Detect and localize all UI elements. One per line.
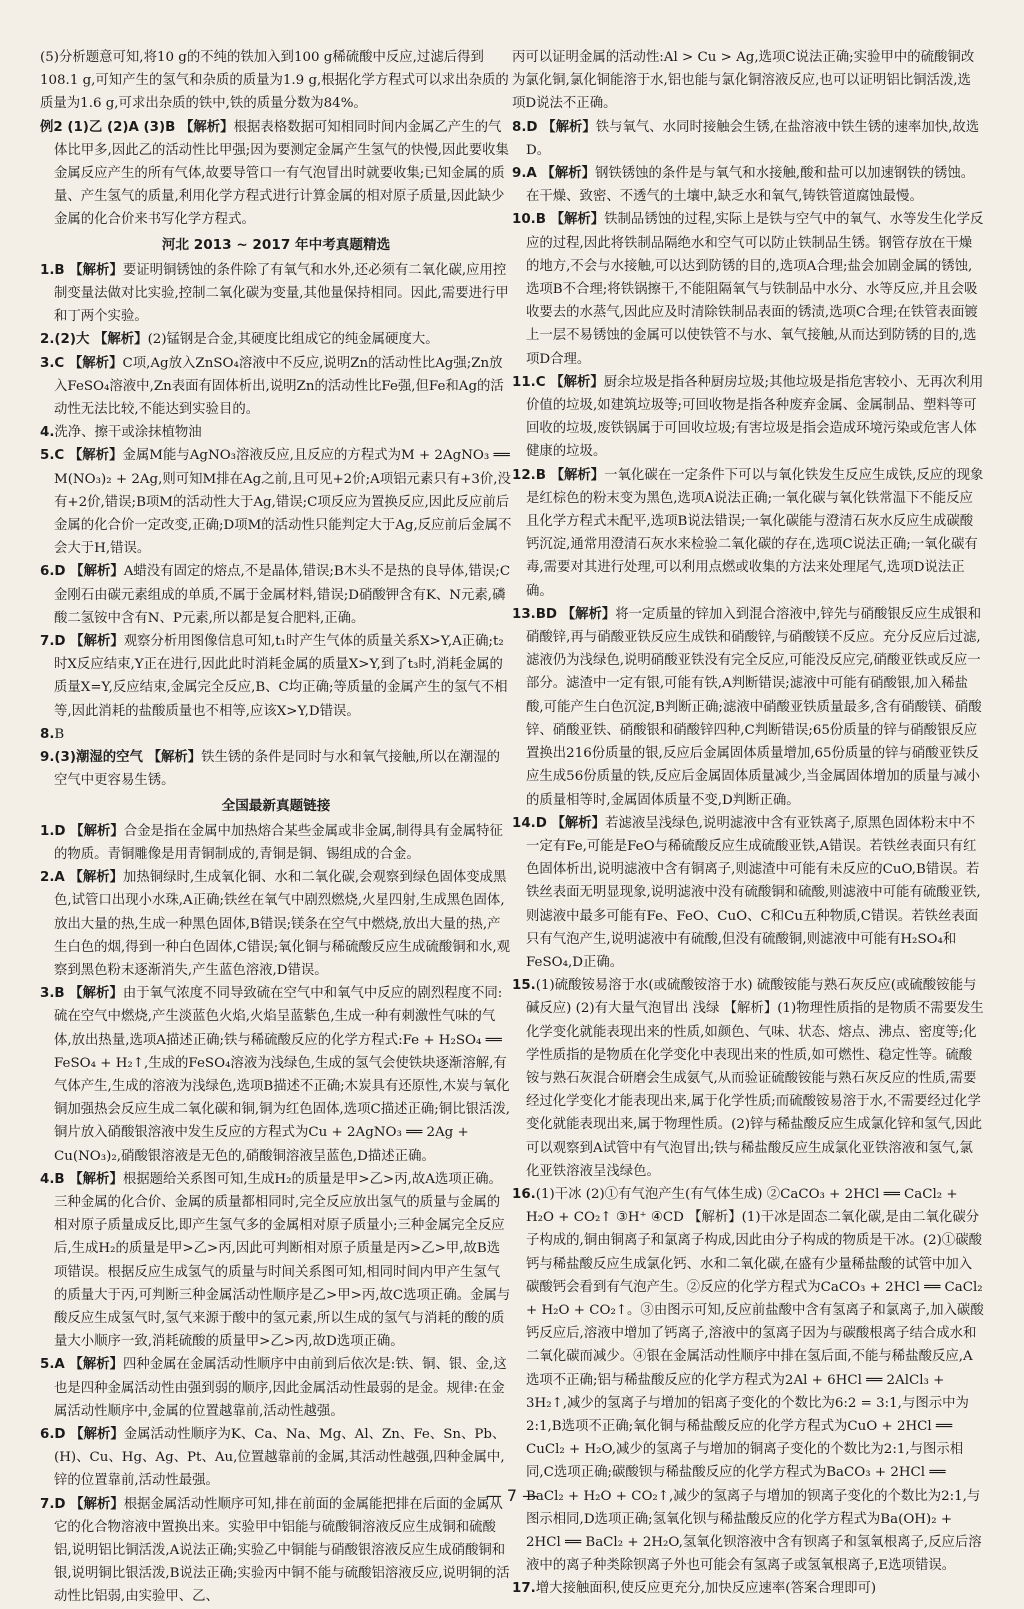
answer-text: 一氧化碳在一定条件下可以与氧化铁发生反应生成铁,反应的现象是红棕色的粉末变为黑色,选项A说法正确;一氧化碳与氧化铁常温下不能反应且化学方程式未配平,选项B说法错误;一氧化碳能与澄清石灰水反应生成碳酸钙沉淀,通常用澄清石灰水来检验二氧化碳的存在,选项C说法正确;一氧化碳有毒,需要对其进行处理,可以利用点燃或收集的方法来处理尾气,选项D说法正确。 <box>526 467 984 599</box>
answer-text: 根据题给关系图可知,生成H₂的质量是甲>乙>丙,故A选项正确。三种金属的化合价、金属的质量都相同时,完全反应放出氢气的质量与金属的相对原子质量成反比,即产生氢气多的金属相对原子质量小;三种金属完全反应后,生成H₂的质量是甲>乙>丙,因此可判断相对原子质量是丙>乙>甲,故B选项错误。根据反应生成氢气的质量与时间关系图可知,相同时间内甲产生氢气的质量大于丙,可判断三种金属活动性顺序是乙>甲>丙,故C选项正确。金属与酸反应生成氢气时,氢气来源于酸中的氢元素,所以生成的氢气与消耗的酸的质量大小顺序一致,消耗硫酸的质量甲>乙>丙,故D选项正确。 <box>54 1171 511 1350</box>
answer-label: 例2 (1)乙 (2)A (3)B 【解析】 <box>40 119 234 135</box>
answer-text: 厨余垃圾是指各种厨房垃圾;其他垃圾是指危害较小、无再次利用价值的垃圾,如建筑垃圾等;可回收物是指各种废弃金属、金属制品、塑料等可回收的垃圾,废铁锅属于可回收垃圾;有害垃圾是指会造成环境污染或危害人体健康的垃圾。 <box>526 374 984 460</box>
answer-text: 观察分析用图像信息可知,t₁时产生气体的质量关系X>Y,A正确;t₂时X反应结束,Y正在进行,因此此时消耗金属的质量X>Y,到了t₃时,消耗金属的质量X=Y,反应结束,金属完全反应,B、C均正确;等质量的金属产生的氢气不相等,因此消耗的盐酸质量也不相等,应该X>Y,D错误。 <box>54 634 508 719</box>
answer-text: 加热铜绿时,生成氧化铜、水和二氧化碳,会观察到绿色固体变成黑色,试管口出现小水珠,A正确;铁丝在氧气中剧烈燃烧,火星四射,生成黑色固体,放出大量的热,生成一种黑色固体,B错误;镁条在空气中燃烧,放出大量的热,产生白色的烟,得到一种白色固体,C错误;氧化铜与稀硫酸反应生成硫酸铜和水,观察到黑色粉末逐渐消失,产生蓝色溶液,D错误。 <box>54 870 511 978</box>
answer-text: 增大接触面积,使反应更充分,加快反应速率(答案合理即可) <box>535 1581 877 1597</box>
right-column <box>512 46 984 1597</box>
answer-text: 四种金属在金属活动性顺序中由前到后依次是:铁、铜、银、金,这也是四种金属活动性由强到弱的顺序,因此金属活动性最弱的是金。规律:在金属活动性顺序中,金属的位置越靠前,活动性越强。 <box>54 1357 507 1419</box>
answer-item <box>40 1353 512 1423</box>
answer-text: 铁制品锈蚀的过程,实际上是铁与空气中的氧气、水等发生化学反应的过程,因此将铁制品隔绝水和空气可以防止铁制品生锈。钢管存放在干燥的地方,不会与水接触,可以达到防锈的目的,选项A合理;盐会加剧金属的锈蚀,选项B不合理;将铁锅擦干,不能阻隔氧气与铁制品中水分、水等反应,并且会吸收要去的水蒸气,因此应及时清除铁制品表面的锈渍,选项C合理;在铁管表面镀上一层不易锈蚀的金属可以使铁管不与水、氧气接触,从而达到防锈的目的,选项D合理。 <box>526 212 984 367</box>
answer-text: 将一定质量的锌加入到混合溶液中,锌先与硝酸银反应生成银和硝酸锌,再与硝酸亚铁反应生成铁和硝酸锌,与硝酸镁不反应。充分反应后过滤,滤液仍为浅绿色,说明硝酸亚铁没有完全反应,可能没反应完,硝酸亚铁或反应一部分。滤渣中一定有银,可能有铁,A判断错误;滤液中可能有硝酸银,加入稀盐酸,可能产生白色沉淀,B判断正确;滤液中硝酸亚铁质量最多,含有硝酸镁、硝酸锌、硝酸亚铁、硝酸银和硝酸锌四种,C判断错误;65份质量的锌与硝酸银反应置换出216份质量的银,反应后金属固体质量增加,65份质量的锌与硝酸亚铁反应生成56份质量的铁,反应后金属固体质量减少,当金属固体增加的质量与减小的质量相等时,金属固体质量不变,D判断正确。 <box>526 606 982 808</box>
answer-label: 7.D 【解析】 <box>40 1496 124 1512</box>
answer-text: 由于氧气浓度不同导致硫在空气中和氧气中反应的剧烈程度不同:硫在空气中燃烧,产生淡蓝色火焰,火焰呈蓝紫色,生成一种有刺激性气味的气体,放出热量,选项A描述正确;铁与稀硫酸反应的化学方程式:Fe + H₂SO₄ ══ FeSO₄ + H₂↑,生成的FeSO₄溶液为浅绿色,生成的氢气会使铁块逐渐溶解,有气体产生,生成的溶液为浅绿色,选项B描述不正确;木炭具有还原性,木炭与氧化铜加强热会反应生成二氧化碳和铜,铜为红色固体,选项C描述正确;铜比银活泼,铜片放入硝酸银溶液中发生反应的方程式为Cu + 2AgNO₃ ══ 2Ag + Cu(NO₃)₂,硝酸银溶液是无色的,硝酸铜溶液呈蓝色,D描述正确。 <box>54 986 511 1164</box>
answer-text: 丙可以证明金属的活动性:Al > Cu > Ag,选项C说法正确;实验甲中的硫酸铜改为氯化铜,氯化铜能溶于水,铝也能与氯化铜溶液反应,也可以证明铝比铜活泼,选项D说法不正确。 <box>512 50 975 112</box>
answer-label: 1.D 【解析】 <box>40 823 124 839</box>
answer-item <box>40 982 512 1168</box>
answer-label: 7.D 【解析】 <box>40 634 124 650</box>
answer-item <box>40 723 512 746</box>
answer-label: 4.B 【解析】 <box>40 1171 123 1187</box>
answer-text: 钢铁锈蚀的条件是与氧气和水接触,酸和盐可以加速钢铁的锈蚀。在干燥、致密、不透气的土壤中,缺乏水和氧气,铸铁管道腐蚀最慢。 <box>526 166 975 205</box>
answer-item <box>40 1168 512 1354</box>
answer-item <box>40 328 512 351</box>
answer-label: 15. <box>512 978 536 994</box>
answer-label: 2.(2)大 【解析】 <box>40 332 148 348</box>
section-title: 全国最新真题链接 <box>221 797 331 814</box>
answer-text: 根据表格数据可知相同时间内金属乙产生的气体比甲多,因此乙的活动性比甲强;因为要测定金属产生氢气的快慢,因此要收集金属反应产生的所有气体,故要导管口一有气泡冒出时就要收集;已知金属的质量、产生氢气的质量,利用化学方程式进行计算金属的相对原子质量,因此缺少金属的化合价来书写化学方程式。 <box>54 119 509 228</box>
answer-text: 铁与氧气、水同时接触会生锈,在盐溶液中铁生锈的速率加快,故选D。 <box>526 119 980 158</box>
answer-text: 若滤液呈浅绿色,说明滤液中含有亚铁离子,原黑色固体粉末中不一定有Fe,可能是FeO与稀硫酸反应生成硫酸亚铁,A错误。若铁丝表面只有红色固体析出,说明滤液中含有铜离子,则滤渣中可能有未反应的CuO,B错误。若铁丝表面无明显现象,说明滤液中没有硫酸铜和硫酸,则滤液中可能有硫酸亚铁,则滤液中最多可能有Fe、FeO、CuO、C和Cu五种物质,C错误。若铁丝表面只有气泡产生,说明滤液中有硫酸,但没有硫酸铜,则滤液中可能有H₂SO₄和FeSO₄,D正确。 <box>526 815 981 970</box>
answer-item <box>40 820 512 866</box>
section-title: 河北 2013 ~ 2017 年中考真题精选 <box>161 236 391 253</box>
answer-item <box>512 208 984 370</box>
answer-item <box>40 630 512 723</box>
answer-text: 合金是指在金属中加热熔合某些金属或非金属,制得具有金属特征的物质。青铜雕像是用青铜制成的,青铜是铜、锡组成的合金。 <box>54 823 503 862</box>
answer-label: 5.A 【解析】 <box>40 1357 123 1373</box>
answer-item <box>40 259 512 329</box>
answer-item <box>40 116 512 232</box>
answer-label: 14.D 【解析】 <box>512 815 606 831</box>
answer-label: 2.A 【解析】 <box>40 870 123 886</box>
answer-item <box>40 866 512 982</box>
answer-text: 根据金属活动性顺序可知,排在前面的金属能把排在后面的金属从它的化合物溶液中置换出来。实验甲中铝能与硫酸铜溶液反应生成铜和硫酸铝,说明铝比铜活泼,A说法正确;实验乙中铜能与硝酸银溶液反应生成硝酸铜和银,说明铜比银活泼,B说法正确;实验丙中铜不能与硫酸铝溶液反应,说明铜的活动性比铝弱,由实验甲、乙、 <box>54 1496 510 1605</box>
answer-label: 11.C 【解析】 <box>512 374 604 390</box>
page-number: — 7 — <box>485 1486 539 1505</box>
answer-label: 9.A 【解析】 <box>512 166 595 182</box>
answer-text: B <box>54 726 65 742</box>
answer-text: 金属活动性顺序为K、Ca、Na、Mg、Al、Zn、Fe、Sn、Pb、(H)、Cu、Hg、Ag、Pt、Au,位置越靠前的金属,其活动性越强,四种金属中,锌的位置靠前,活动性最强。 <box>54 1426 506 1489</box>
answer-text: (2)锰钢是合金,其硬度比组成它的纯金属硬度大。 <box>147 332 439 348</box>
answer-item <box>512 974 984 1183</box>
answer-label: 17. <box>512 1581 536 1597</box>
answer-label: 13.BD 【解析】 <box>512 606 616 622</box>
answer-label: 5.C 【解析】 <box>40 448 123 464</box>
answer-item <box>40 1493 512 1609</box>
answer-text: C项,Ag放入ZnSO₄溶液中不反应,说明Zn的活动性比Ag强;Zn放入FeSO₄溶液中,Zn表面有固体析出,说明Zn的活动性比Fe强,但Fe和Ag的活动性无法比较,不能达到实验目的。 <box>54 355 504 418</box>
answer-item <box>40 46 512 116</box>
answer-text: (1)干冰 (2)①有气泡产生(有气体生成) ②CaCO₃ + 2HCl ══ CaCl₂ + H₂O + CO₂↑ ③H⁺ ④CD 【解析】(1)干冰是固态二氧化碳,是由二氧化碳分子构成的,铜由铜离子和氯离子构成,因此由分子构成的物质是干冰。(2)①碳酸钙与稀盐酸反应生成氯化钙、水和二氧化碳,在盛有少量稀盐酸的试管中加入碳酸钙会看到有气泡产生。②反应的化学方程式为CaCO₃ + 2HCl ══ CaCl₂ + H₂O + CO₂↑。③由图示可知,反应前盐酸中含有氢离子和氯离子,加入碳酸钙反应后,溶液中增加了钙离子,溶液中的氢离子因为与碳酸根离子结合成水和二氧化碳而减少。④银在金属活动性顺序中排在氢后面,不能与稀盐酸反应,A选项不正确;铝与稀盐酸反应的化学方程式为2Al + 6HCl ══ 2AlCl₃ + 3H₂↑,减少的氢离子与增加的铝离子变化的个数比为6:2 = 3:1,与图示中为2:1,B选项不正确;氧化铜与稀盐酸反应的化学方程式为CuO + 2HCl ══ CuCl₂ + H₂O,减少的氢离子与增加的铜离子变化的个数比为2:1,与图示相同,C选项正确;碳酸钡与稀盐酸反应的化学方程式为BaCO₃ + 2HCl ══ BaCl₂ + H₂O + CO₂↑,减少的氢离子与增加的钡离子变化的个数比为2:1,与图示相同,D选项正确;氢氧化钡与稀盐酸反应的化学方程式为Ba(OH)₂ + 2HCl ══ BaCl₂ + 2H₂O,氢氧化钡溶液中含有钡离子和氢氧根离子,反应后溶液中的离子种类除钡离子外也可能会有氢离子或氢氧根离子,E选项错误。 <box>526 1186 984 1574</box>
answer-item <box>40 421 512 444</box>
answer-item <box>512 1577 984 1600</box>
answer-text: 洗净、擦干或涂抹植物油 <box>54 425 202 441</box>
answer-label: 8. <box>40 726 55 742</box>
answer-text: 金属M能与AgNO₃溶液反应,且反应的方程式为M + 2AgNO₃ ══ M(NO₃)₂ + 2Ag,则可知M排在Ag之前,且可见+2价;A项铝元素只有+3价,没有+2价,错误;B项M的活动性大于Ag,错误;C项反应为置换反应,因此反应前后金属的化合价一定改变,正确;D项M的活动性只能判定大于Ag,反应前后金属不会大于H,错误。 <box>54 448 512 557</box>
answer-label: 6.D 【解析】 <box>40 564 124 580</box>
answer-label: 16. <box>512 1186 536 1202</box>
answer-item <box>512 371 984 464</box>
answer-label: 1.B 【解析】 <box>40 262 123 278</box>
answer-label: 4. <box>40 425 55 441</box>
answer-item <box>512 812 984 974</box>
answer-text: 铁生锈的条件是同时与水和氧气接触,所以在潮湿的空气中更容易生锈。 <box>54 750 500 789</box>
answer-item <box>512 603 984 812</box>
left-column <box>40 46 512 1605</box>
answer-item <box>512 162 984 208</box>
answer-label: 8.D 【解析】 <box>512 119 596 135</box>
answer-item <box>512 116 984 162</box>
answer-item <box>40 444 512 560</box>
answer-item <box>512 1183 984 1577</box>
answer-item <box>40 746 512 792</box>
answer-text: (1)硫酸铵易溶于水(或硫酸铵溶于水) 硫酸铵能与熟石灰反应(或硫酸铵能与碱反应) (2)有大量气泡冒出 浅绿 【解析】(1)物理性质指的是物质不需要发生化学变化就能表现出来的性质,如颜色、气味、状态、熔点、沸点、密度等;化学性质指的是物质在化学变化中表现出来的性质,如可燃性、稳定性等。硫酸铵与熟石灰混合研磨会生成氨气,从而验证硫酸铵能与熟石灰反应的性质,需要经过化学变化才能表现出来,属于化学性质;而硫酸铵易溶于水,不需要经过化学变化就能表现出来,属于物理性质。(2)锌与稀盐酸反应生成氯化锌和氢气,因此可以观察到A试管中有气泡冒出;铁与稀盐酸反应生成氯化亚铁溶液和氢气,氯化亚铁溶液呈浅绿色。 <box>526 978 984 1179</box>
answer-label: 12.B 【解析】 <box>512 467 605 483</box>
answer-item <box>40 1423 512 1493</box>
answer-label: 10.B 【解析】 <box>512 212 605 228</box>
answer-item <box>512 46 984 116</box>
answer-label: 6.D 【解析】 <box>40 1426 124 1442</box>
answer-text: (5)分析题意可知,将10 g的不纯的铁加入到100 g稀硫酸中反应,过滤后得到108.1 g,可知产生的氢气和杂质的质量为1.9 g,根据化学方程式可以求出杂质的质量为1.6 g,可求出杂质的铁中,铁的质量分数为84%。 <box>40 50 509 112</box>
answer-label: 3.B 【解析】 <box>40 986 123 1002</box>
answer-text: 要证明铜锈蚀的条件除了有氧气和水外,还必须有二氧化碳,应用控制变量法做对比实验,控制二氧化碳为变量,其他量保持相同。因此,需要进行甲和丁两个实验。 <box>54 262 509 325</box>
answer-item <box>40 352 512 422</box>
answer-item <box>40 560 512 630</box>
answer-label: 3.C 【解析】 <box>40 355 123 371</box>
answer-text: A蜡没有固定的熔点,不是晶体,错误;B木头不是热的良导体,错误;C金刚石由碳元素组成的单质,不属于金属材料,错误;D硝酸钾含有K、N元素,磷酸二氢铵中含有N、P元素,所以都是复合肥料,正确。 <box>54 564 511 626</box>
answer-item <box>512 464 984 603</box>
answer-label: 9.(3)潮湿的空气 【解析】 <box>40 750 202 766</box>
